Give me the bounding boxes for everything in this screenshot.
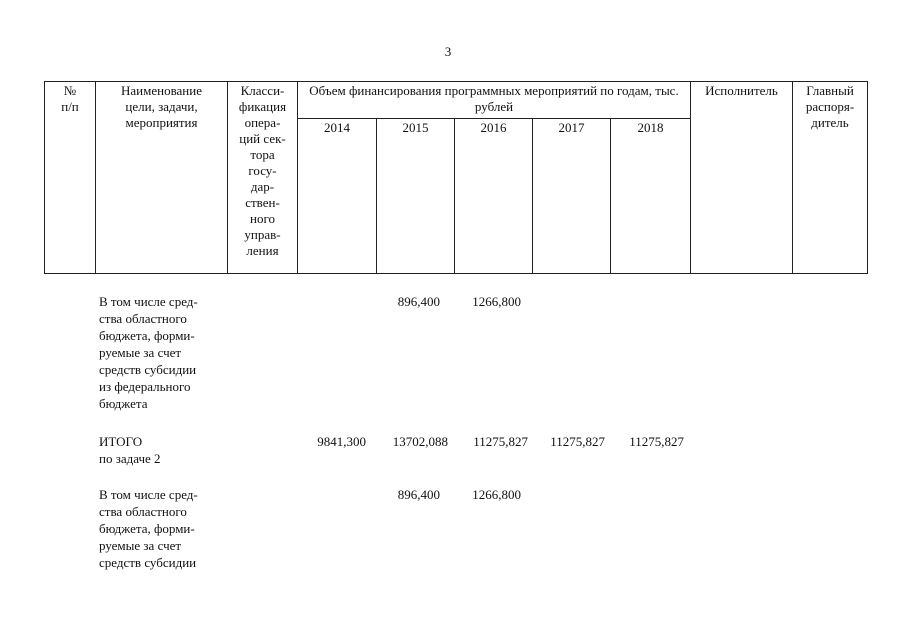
header-funding-volume: Объем финансирования программных мероприятий по годам, тыс. рублей xyxy=(298,82,691,119)
header-year-2014: 2014 xyxy=(298,119,377,274)
header-classification: Класси- фикация опера- ций сек- тора госу- дар- ствен- ного управ- ления xyxy=(228,82,298,274)
header-chief-administrator: Главный распоря- дитель xyxy=(793,82,868,274)
row-3-value-2016: 1266,800 xyxy=(472,487,521,502)
header-executor: Исполнитель xyxy=(691,82,793,274)
row-2-value-2016: 11275,827 xyxy=(473,434,528,449)
row-2-value-2014: 9841,300 xyxy=(317,434,366,449)
row-2-label: ИТОГО по задаче 2 xyxy=(99,434,161,466)
row-3-value-2015: 896,400 xyxy=(397,487,440,502)
row-1-value-2015: 896,400 xyxy=(397,294,440,309)
header-year-2017: 2017 xyxy=(533,119,611,274)
header-num: № п/п xyxy=(45,82,96,274)
row-1-value-2016: 1266,800 xyxy=(472,294,521,309)
header-year-2015: 2015 xyxy=(377,119,455,274)
page-number: 3 xyxy=(444,44,452,59)
header-name: Наименование цели, задачи, мероприятия xyxy=(96,82,228,274)
header-year-2018: 2018 xyxy=(611,119,691,274)
header-year-2016: 2016 xyxy=(455,119,533,274)
row-2-value-2017: 11275,827 xyxy=(550,434,605,449)
row-1-label: В том числе сред- ства областного бюджета, форми- руемые за счет средств субсидии из федерального бюджета xyxy=(99,294,198,411)
row-2-value-2018: 11275,827 xyxy=(629,434,684,449)
row-3-label: В том числе сред- ства областного бюджета, форми- руемые за счет средств субсидии xyxy=(99,487,198,570)
row-2-value-2015: 13702,088 xyxy=(392,434,448,449)
